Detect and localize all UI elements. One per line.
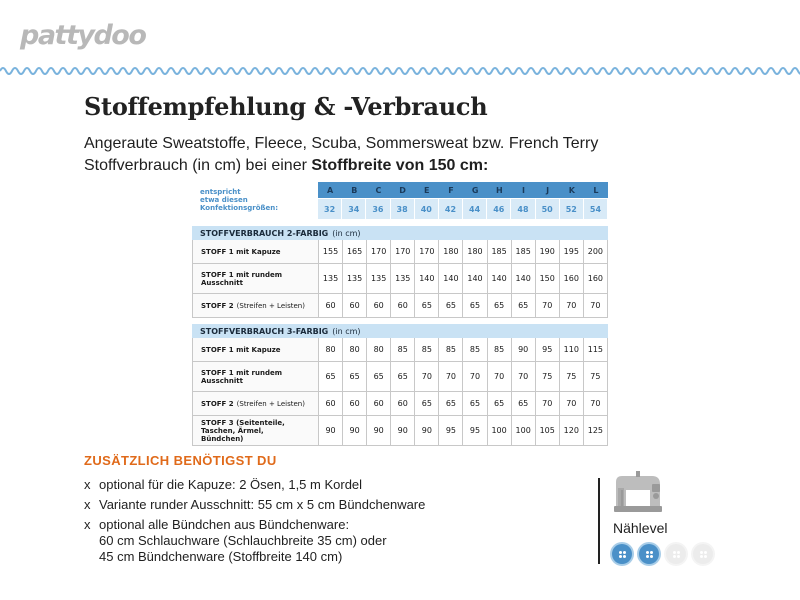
size-number: 46 (487, 199, 511, 219)
table-cell: 70 (560, 392, 584, 415)
size-letter: C (375, 185, 382, 195)
table-cell: 170 (367, 240, 391, 263)
table-cell: 70 (560, 294, 584, 317)
table-cell: 60 (367, 294, 391, 317)
table-row (192, 264, 608, 294)
size-number: 50 (536, 199, 560, 219)
list-item-text: optional für die Kapuze: 2 Ösen, 1,5 m Kordel (99, 477, 363, 492)
level-button-icon (612, 544, 632, 564)
table-cell: 185 (488, 240, 512, 263)
pattydoo-logo: pattydoo (20, 20, 146, 51)
table-row (192, 338, 608, 362)
table-cell: 90 (319, 416, 343, 445)
level-button-icon (693, 544, 713, 564)
table-cell: 60 (343, 392, 367, 415)
size-number: 54 (584, 199, 608, 219)
table-cell: 60 (319, 392, 343, 415)
row-label-text: STOFF 3 (Seitenteile, Taschen, Ärmel, Bündchen) (201, 418, 285, 443)
table-cell: 85 (463, 338, 487, 361)
table-cell: 195 (560, 240, 584, 263)
level-button-icon (639, 544, 659, 564)
list-item-text: Variante runder Ausschnitt: 55 cm x 5 cm Bündchenware (99, 497, 426, 512)
size-letters-row (318, 182, 608, 198)
table-cell: 200 (584, 240, 607, 263)
size-letter: D (399, 185, 406, 195)
wave-divider (0, 64, 800, 78)
table-cell: 65 (367, 362, 391, 391)
table-cell: 90 (343, 416, 367, 445)
table-cell: 75 (560, 362, 584, 391)
fabric-recommendation: Angeraute Sweatstoffe, Fleece, Scuba, Sommersweat bzw. French Terry (84, 135, 599, 152)
fabric-width-prefix: Stoffverbrauch (in cm) bei einer (84, 157, 312, 174)
size-letter: E (424, 185, 430, 195)
table-cell: 70 (415, 362, 439, 391)
table-cell: 85 (488, 338, 512, 361)
table-cell: 140 (512, 264, 536, 293)
table-cell: 70 (463, 362, 487, 391)
table-cell: 95 (439, 416, 463, 445)
table-cell: 160 (560, 264, 584, 293)
row-values (319, 264, 607, 293)
additional-materials-list (84, 477, 524, 569)
section-title-text: STOFFVERBRAUCH 3-FARBIG (200, 326, 329, 336)
table-cell: 65 (512, 392, 536, 415)
table-row (192, 240, 608, 264)
table-cell: 80 (319, 338, 343, 361)
table-cell: 170 (391, 240, 415, 263)
row-values (319, 392, 607, 415)
row-label-text: STOFF 1 mit Kapuze (201, 345, 281, 354)
table-cell: 85 (439, 338, 463, 361)
row-values (319, 338, 607, 361)
size-columns (318, 182, 608, 219)
row-label-text: STOFF 1 mit rundem Ausschnitt (201, 368, 283, 385)
table-cell: 70 (439, 362, 463, 391)
table-cell: 65 (415, 294, 439, 317)
table-cell: 180 (439, 240, 463, 263)
list-item (84, 517, 524, 565)
table-cell: 70 (536, 294, 560, 317)
table-cell: 60 (367, 392, 391, 415)
section-unit: (in cm) (332, 228, 361, 238)
table-cell: 65 (343, 362, 367, 391)
table-row (192, 362, 608, 392)
table-cell: 90 (367, 416, 391, 445)
section-title-text: STOFFVERBRAUCH 2-FARBIG (200, 228, 329, 238)
size-number: 44 (463, 199, 487, 219)
list-item (84, 497, 524, 513)
table-cell: 105 (536, 416, 560, 445)
list-bullet: x (84, 517, 91, 532)
table-cell: 90 (415, 416, 439, 445)
table-cell: 180 (463, 240, 487, 263)
list-item-text: optional alle Bündchen aus Bündchenware: 60 cm Schlauchware (Schlauchbreite 35 cm) oder 45 cm Bündchenware (Stoffbreite 140 cm) (99, 517, 387, 564)
table-row (192, 392, 608, 416)
row-values (319, 362, 607, 391)
section-title (192, 226, 608, 240)
table-cell: 65 (463, 392, 487, 415)
table-row (192, 294, 608, 318)
table-cell: 135 (367, 264, 391, 293)
level-button-icon (666, 544, 686, 564)
row-label (193, 362, 319, 391)
row-values (319, 240, 607, 263)
table-cell: 170 (415, 240, 439, 263)
table-cell: 75 (536, 362, 560, 391)
table-cell: 160 (584, 264, 607, 293)
table-cell: 135 (319, 264, 343, 293)
list-bullet: x (84, 477, 91, 492)
size-number: 32 (318, 199, 342, 219)
table-cell: 110 (560, 338, 584, 361)
table-cell: 60 (319, 294, 343, 317)
size-letter: L (593, 185, 599, 195)
table-cell: 70 (488, 362, 512, 391)
size-number: 38 (391, 199, 415, 219)
size-number: 52 (560, 199, 584, 219)
size-number: 42 (439, 199, 463, 219)
table-cell: 80 (343, 338, 367, 361)
table-cell: 140 (463, 264, 487, 293)
table-cell: 80 (367, 338, 391, 361)
table-cell: 165 (343, 240, 367, 263)
row-label (193, 264, 319, 293)
table-sections (192, 226, 608, 446)
list-bullet: x (84, 497, 91, 512)
fabric-consumption-table (192, 182, 608, 446)
table-cell: 135 (391, 264, 415, 293)
table-cell: 65 (488, 392, 512, 415)
row-label-text: STOFF 1 mit rundem Ausschnitt (201, 270, 283, 287)
list-item (84, 477, 524, 493)
row-label-text: STOFF 2 (201, 399, 234, 408)
table-cell: 70 (512, 362, 536, 391)
size-letter: A (326, 185, 334, 195)
divider-line (598, 478, 600, 564)
size-header (192, 182, 608, 220)
table-cell: 70 (584, 392, 607, 415)
row-label-note: (Streifen + Leisten) (236, 399, 305, 408)
size-number: 40 (415, 199, 439, 219)
table-cell: 65 (415, 392, 439, 415)
row-label-note: (Streifen + Leisten) (236, 301, 305, 310)
table-cell: 95 (463, 416, 487, 445)
size-letter: G (471, 185, 479, 195)
size-letter: F (448, 185, 454, 195)
sewing-level-label: Nählevel (613, 520, 668, 536)
size-letter: K (568, 185, 575, 195)
fabric-width-value: Stoffbreite von 150 cm: (311, 157, 489, 174)
row-values (319, 294, 607, 317)
table-section (192, 324, 608, 446)
table-cell: 120 (560, 416, 584, 445)
row-label (193, 338, 319, 361)
table-cell: 65 (488, 294, 512, 317)
table-cell: 125 (584, 416, 607, 445)
table-cell: 100 (512, 416, 536, 445)
size-letter: I (521, 185, 525, 195)
table-cell: 85 (415, 338, 439, 361)
table-cell: 60 (391, 392, 415, 415)
table-cell: 65 (439, 392, 463, 415)
row-label (193, 392, 319, 415)
table-cell: 60 (343, 294, 367, 317)
size-number: 36 (366, 199, 390, 219)
size-numbers-row (318, 199, 608, 219)
table-cell: 185 (512, 240, 536, 263)
size-letter: J (546, 185, 550, 195)
section-title (192, 324, 608, 338)
size-number: 48 (511, 199, 535, 219)
table-cell: 90 (391, 416, 415, 445)
fabric-width-note (84, 157, 488, 175)
row-label-text: STOFF 2 (201, 301, 234, 310)
table-cell: 140 (488, 264, 512, 293)
table-cell: 115 (584, 338, 607, 361)
additional-materials-heading: ZUSÄTZLICH BENÖTIGST DU (84, 453, 277, 468)
table-section (192, 226, 608, 318)
table-cell: 65 (439, 294, 463, 317)
table-cell: 65 (463, 294, 487, 317)
row-label (193, 294, 319, 317)
row-label (193, 240, 319, 263)
table-cell: 135 (343, 264, 367, 293)
row-values (319, 416, 607, 445)
table-cell: 70 (536, 392, 560, 415)
table-cell: 85 (391, 338, 415, 361)
table-cell: 70 (584, 294, 607, 317)
size-letter: B (351, 185, 358, 195)
size-header-label: entspricht etwa diesen Konfektionsgrößen: (200, 188, 279, 212)
table-cell: 65 (391, 362, 415, 391)
table-cell: 65 (512, 294, 536, 317)
table-cell: 140 (439, 264, 463, 293)
table-cell: 155 (319, 240, 343, 263)
table-cell: 75 (584, 362, 607, 391)
page-title: Stoffempfehlung & -Verbrauch (84, 92, 488, 121)
table-cell: 140 (415, 264, 439, 293)
table-cell: 65 (319, 362, 343, 391)
size-letter: H (495, 185, 503, 195)
table-cell: 150 (536, 264, 560, 293)
table-cell: 90 (512, 338, 536, 361)
sewing-machine-icon (612, 468, 664, 514)
table-cell: 190 (536, 240, 560, 263)
row-label-text: STOFF 1 mit Kapuze (201, 247, 281, 256)
table-cell: 95 (536, 338, 560, 361)
sewing-level-rating (612, 544, 713, 564)
table-row (192, 416, 608, 446)
table-cell: 60 (391, 294, 415, 317)
table-cell: 100 (488, 416, 512, 445)
row-label (193, 416, 319, 445)
section-unit: (in cm) (332, 326, 361, 336)
size-number: 34 (342, 199, 366, 219)
